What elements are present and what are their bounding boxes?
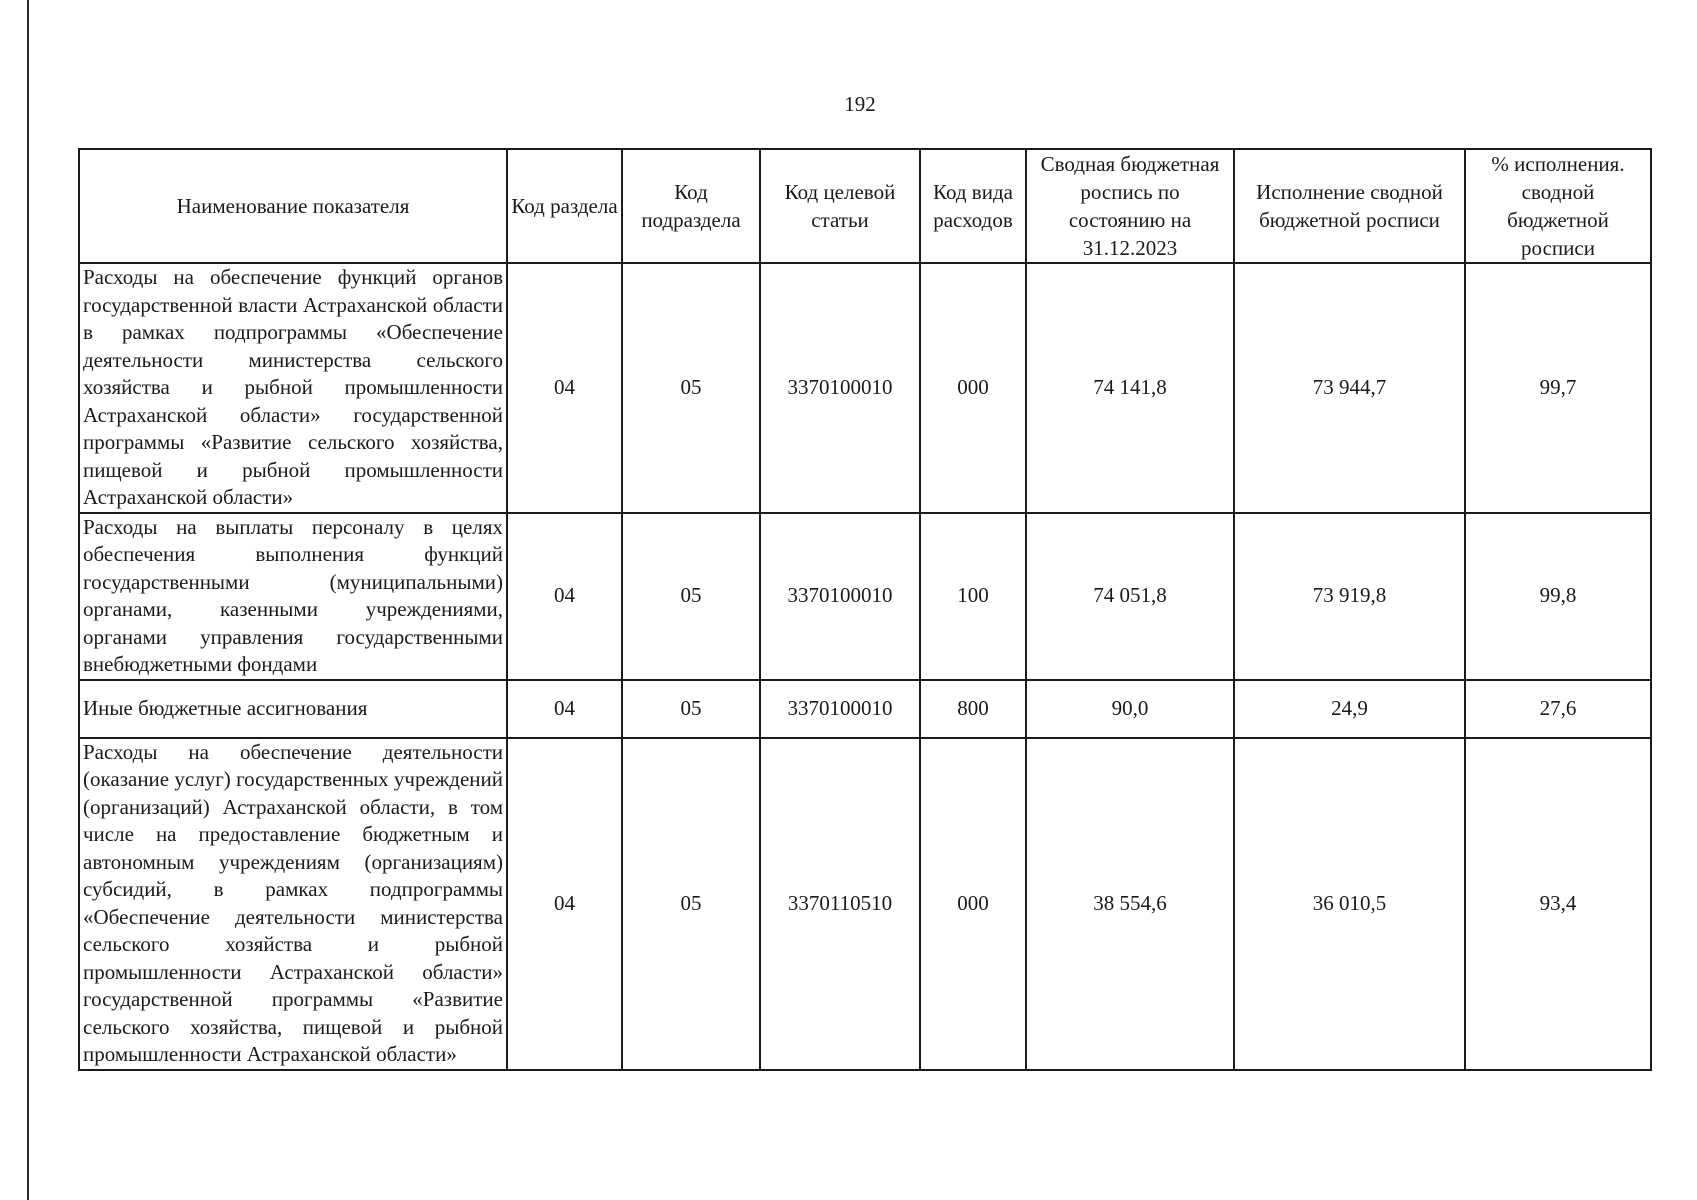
header-budget: Сводная бюджетная роспись по состоянию на 31.12.2023 bbox=[1026, 149, 1234, 263]
row-subsection-code: 05 bbox=[622, 738, 760, 1070]
row-expense-type-code: 100 bbox=[920, 513, 1026, 680]
table-header-row bbox=[79, 149, 1651, 263]
table-row bbox=[79, 680, 1651, 738]
row-target-code: 3370110510 bbox=[760, 738, 920, 1070]
header-percent: % исполнения. сводной бюджетной росписи bbox=[1465, 149, 1651, 263]
header-expense-type-code: Код вида расходов bbox=[920, 149, 1026, 263]
row-execution: 24,9 bbox=[1234, 680, 1465, 738]
row-subsection-code: 05 bbox=[622, 263, 760, 513]
row-percent: 99,7 bbox=[1465, 263, 1651, 513]
binding-line bbox=[27, 0, 29, 1200]
row-budget: 38 554,6 bbox=[1026, 738, 1234, 1070]
row-name: Расходы на обеспечение деятельности (оказание услуг) государственных учреждений (организаций) Астраханской области, в том числе на предоставление бюджетным и автономным учреждениям (организациям) субсидий, в рамках подпрограммы «Обеспечение деятельности министерства сельского хозяйства и рыбной промышленности Астраханской области» государственной программы «Развитие сельского хозяйства, пищевой и рыбной промышленности Астраханской области» bbox=[79, 738, 507, 1070]
row-section-code: 04 bbox=[507, 263, 622, 513]
table-row bbox=[79, 738, 1651, 1070]
row-target-code: 3370100010 bbox=[760, 680, 920, 738]
row-execution: 36 010,5 bbox=[1234, 738, 1465, 1070]
row-name: Расходы на выплаты персоналу в целях обеспечения выполнения функций государственными (муниципальными) органами, казенными учреждениями, органами управления государственными внебюджетными фондами bbox=[79, 513, 507, 680]
row-budget: 74 051,8 bbox=[1026, 513, 1234, 680]
row-section-code: 04 bbox=[507, 680, 622, 738]
row-budget: 90,0 bbox=[1026, 680, 1234, 738]
row-section-code: 04 bbox=[507, 513, 622, 680]
row-percent: 99,8 bbox=[1465, 513, 1651, 680]
row-name: Иные бюджетные ассигнования bbox=[79, 680, 507, 738]
row-execution: 73 919,8 bbox=[1234, 513, 1465, 680]
row-section-code: 04 bbox=[507, 738, 622, 1070]
header-target-code: Код целевой статьи bbox=[760, 149, 920, 263]
row-expense-type-code: 000 bbox=[920, 738, 1026, 1070]
row-percent: 27,6 bbox=[1465, 680, 1651, 738]
row-target-code: 3370100010 bbox=[760, 513, 920, 680]
header-name: Наименование показателя bbox=[79, 149, 507, 263]
row-expense-type-code: 000 bbox=[920, 263, 1026, 513]
row-expense-type-code: 800 bbox=[920, 680, 1026, 738]
table-row bbox=[79, 513, 1651, 680]
row-subsection-code: 05 bbox=[622, 680, 760, 738]
row-budget: 74 141,8 bbox=[1026, 263, 1234, 513]
row-subsection-code: 05 bbox=[622, 513, 760, 680]
header-section-code: Код раздела bbox=[507, 149, 622, 263]
budget-table bbox=[78, 148, 1652, 1071]
header-subsection-code: Код подраздела bbox=[622, 149, 760, 263]
page-number: 192 bbox=[844, 92, 876, 116]
table-row bbox=[79, 263, 1651, 513]
row-target-code: 3370100010 bbox=[760, 263, 920, 513]
row-percent: 93,4 bbox=[1465, 738, 1651, 1070]
row-execution: 73 944,7 bbox=[1234, 263, 1465, 513]
header-execution: Исполнение сводной бюджетной росписи bbox=[1234, 149, 1465, 263]
row-name: Расходы на обеспечение функций органов государственной власти Астраханской области в рамках подпрограммы «Обеспечение деятельности министерства сельского хозяйства и рыбной промышленности Астраханской области» государственной программы «Развитие сельского хозяйства, пищевой и рыбной промышленности Астраханской области» bbox=[79, 263, 507, 513]
